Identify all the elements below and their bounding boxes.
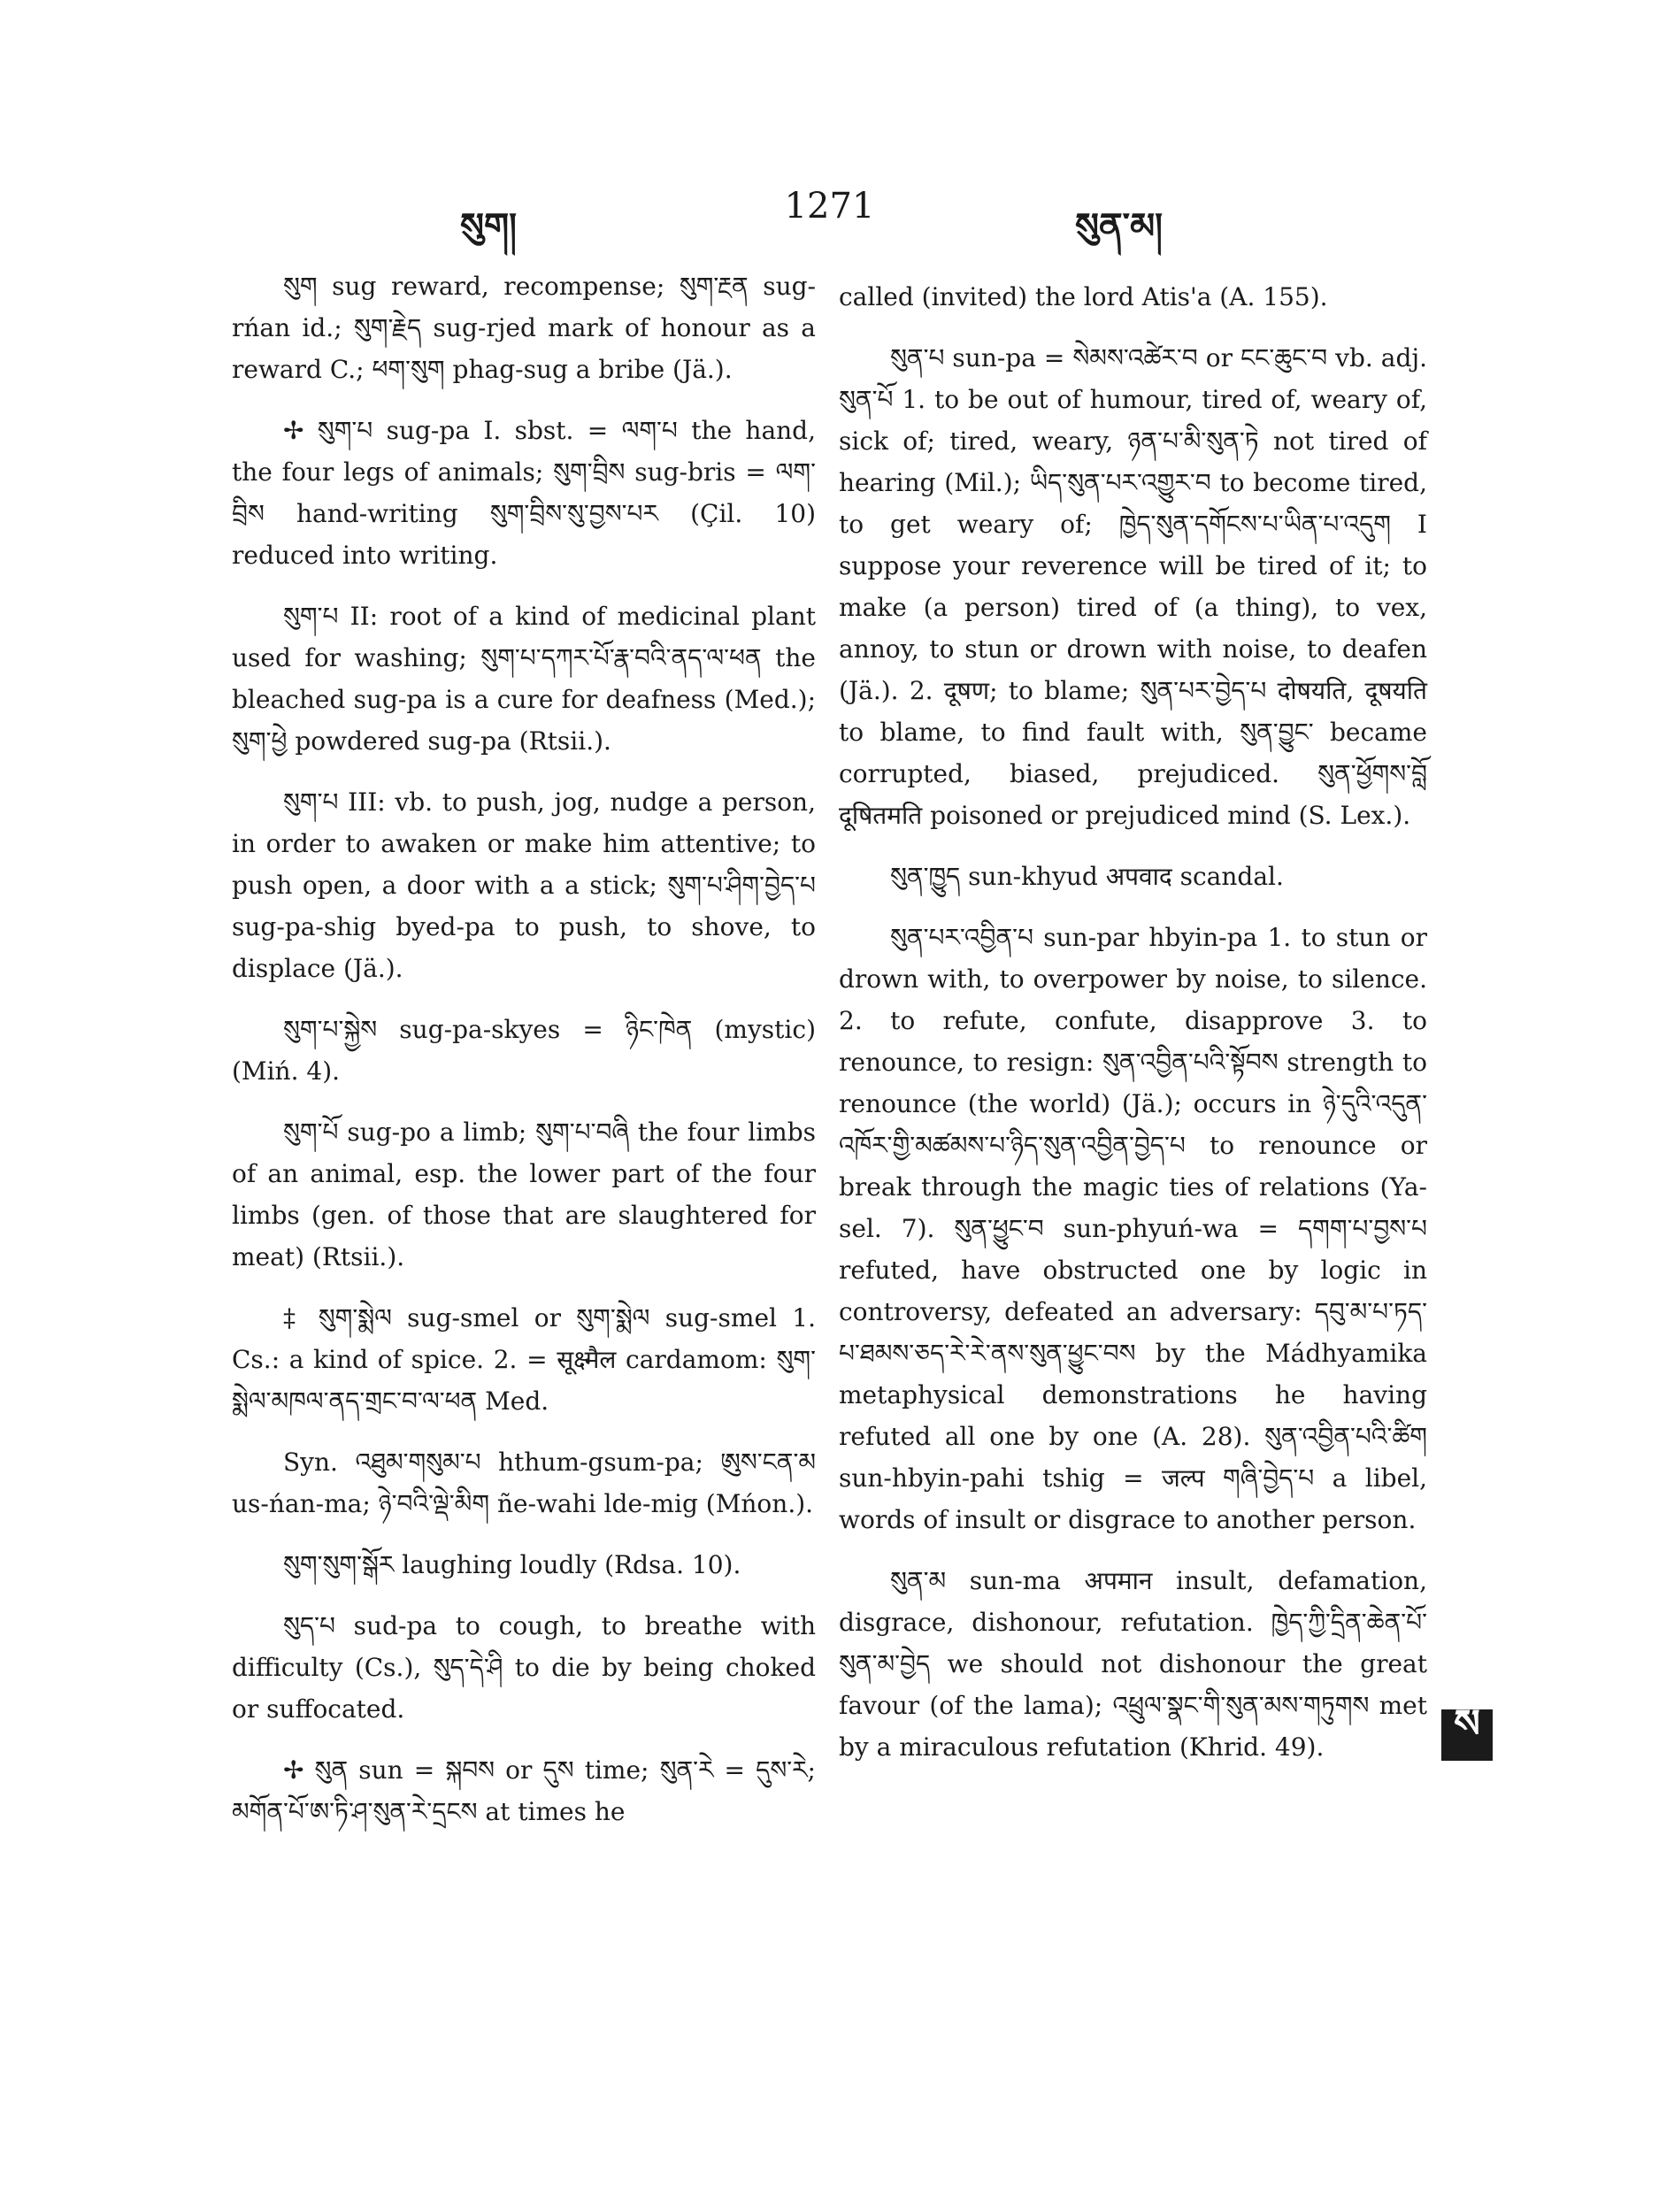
entry-sug-pa-skyes: སུག་པ་སྐྱེས sug-pa-skyes = ཉིང་ཁེན (mystic) (Miń. 4).: [232, 1015, 816, 1086]
entry-sug-pa-2: སུག་པ II: root of a kind of medicinal plant used for washing; སུག་པ་དཀར་པོ་རྣ་བའི་ནད་ལ་ཕན the bleached sug-pa is a cure for deafness (Med.); སུག་ཕྱེ powdered sug-pa (Rtsii.).: [232, 602, 816, 756]
entry-sug-smel: ‡ སུག་སྨེལ sug-smel or སུག་སྨེལ sug-smel 1. Cs.: a kind of spice. 2. = सूक्ष्मैल cardamom: སུག་སྨེལ་མཁལ་ནད་གྲང་བ་ལ་ཕན Med.: [232, 1303, 816, 1416]
header-left-guideword: སུག།: [460, 205, 518, 247]
entry-sug-po: སུག་པོ sug-po a limb; སུག་པ་བཞི the four limbs of an animal, esp. the lower part of the four limbs (gen. of those that are slaughtered for meat) (Rtsii.).: [232, 1118, 816, 1271]
entry-sun-pa: སུན་པ sun-pa = སེམས་འཚེར་བ or ངང་ཆུང་བ vb. adj. སུན་པོ 1. to be out of humour, tired of, weary of, sick of; tired, weary, ཉན་པ་མི་སུན་ཏེ not tired of hearing (Mil.); ཡིད་སུན་པར་འགྱུར་བ to become tired, to get weary of; ཁྱེད་སུན་དགོངས་པ་ཡིན་པ་འདུག I suppose your reverence will be tired of it; to make (a person) tired of (a thing), to vex, annoy, to stun or drown with noise, to deafen (Jä.). 2. दूषण; to blame; སུན་པར་བྱེད་པ दोषयति, दूषयति to blame, to find fault with, སུན་བྱུང་ became corrupted, biased, prejudiced. སུན་ཕྱོགས་བློ दूषितमति poisoned or prejudiced mind (S. Lex.).: [839, 343, 1427, 830]
entry-sun-continued: called (invited) the lord Atis'a (A. 155).: [839, 282, 1328, 311]
page-number: 1271: [784, 186, 875, 227]
entry-sug-sug: སུག་སུག་སྒོར laughing loudly (Rdsa. 10).: [283, 1550, 741, 1579]
header-right-guideword: སུན་མ།: [1075, 205, 1164, 247]
page-header: [0, 186, 1659, 248]
entry-sun-ma: སུན་མ sun-ma अपमान insult, defamation, disgrace, dishonour, refutation. ཁྱེད་ཀྱི་དྲིན་ཆེན་པོ་སུན་མ་བྱེད we should not dishonour the great favour (of the lama); འཕྲུལ་སྣང་གི་སུན་མས་གཏུགས met by a miraculous refutation (Khrid. 49).: [839, 1566, 1427, 1762]
entry-sun-khyud: སུན་ཁྱུད sun-khyud अपवाद scandal.: [890, 862, 1284, 891]
entry-sud-pa: སུད་པ sud-pa to cough, to breathe with difficulty (Cs.), སུད་དེ་ཤི to die by being choked or suffocated.: [232, 1611, 816, 1724]
entry-sug-pa-3: སུག་པ III: vb. to push, jog, nudge a person, in order to awaken or make him attentive; to push open, a door with a a stick; སུག་པ་ཤིག་བྱེད་པ sug-pa-shig byed-pa to push, to shove, to displace (Jä.).: [232, 787, 816, 983]
entry-sun: ✢ སུན sun = སྐབས or དུས time; སུན་རེ = དུས་རེ; མགོན་པོ་ཨ་ཏི་ཤ་སུན་རེ་དྲངས at times he: [232, 1755, 816, 1826]
left-column: [232, 265, 816, 1852]
entry-sug: སུག sug reward, recompense; སུག་རྔན sug-rńan id.; སུག་རྗེད sug-rjed mark of honour as a reward C.; ཕག་སུག phag-sug a bribe (Jä.).: [232, 272, 816, 384]
right-column: [839, 265, 1427, 1787]
entry-syn: Syn. འཐུམ་གསུམ་པ hthum-gsum-pa; ཨུས་ངན་མ us-ńan-ma; ཉེ་བའི་ལྡེ་མིག ñe-wahi lde-mig (Mńon.).: [232, 1448, 816, 1518]
entry-sun-par-hbyin-pa: སུན་པར་འབྱིན་པ sun-par hbyin-pa 1. to stun or drown with, to overpower by noise, to silence. 2. to refute, confute, disapprove 3. to renounce, to resign: སུན་འབྱིན་པའི་སྟོབས strength to renounce (the world) (Jä.); occurs in ཉེ་དུའི་འདུན་འཁོར་གྱི་མཚམས་པ་ཉིད་སུན་འབྱིན་བྱེད་པ to renounce or break through the magic ties of relations (Ya-sel. 7). སུན་ཕྱུང་བ sun-phyuń-wa = དགག་པ་བྱས་པ refuted, have obstructed one by logic in controversy, defeated an adversary: དབུ་མ་པ་ཏད་པ་ཐམས་ཅད་རེ་རེ་ནས་སུན་ཕྱུང་བས by the Mádhyamika metaphysical demonstrations he having refuted all one by one (A. 28). སུན་འབྱིན་པའི་ཚིག sun-hbyin-pahi tshig = जल्प གཞི་བྱེད་པ a libel, words of insult or disgrace to another person.: [839, 923, 1427, 1534]
thumb-index-tab: ས: [1438, 1706, 1496, 1764]
entry-sug-pa-1: ✢ སུག་པ sug-pa I. sbst. = ལག་པ the hand, the four legs of animals; སུག་བྲིས sug-bris = ལག་བྲིས hand-writing སུག་བྲིས་སུ་བྱས་པར (Çil. 10) reduced into writing.: [232, 416, 816, 570]
